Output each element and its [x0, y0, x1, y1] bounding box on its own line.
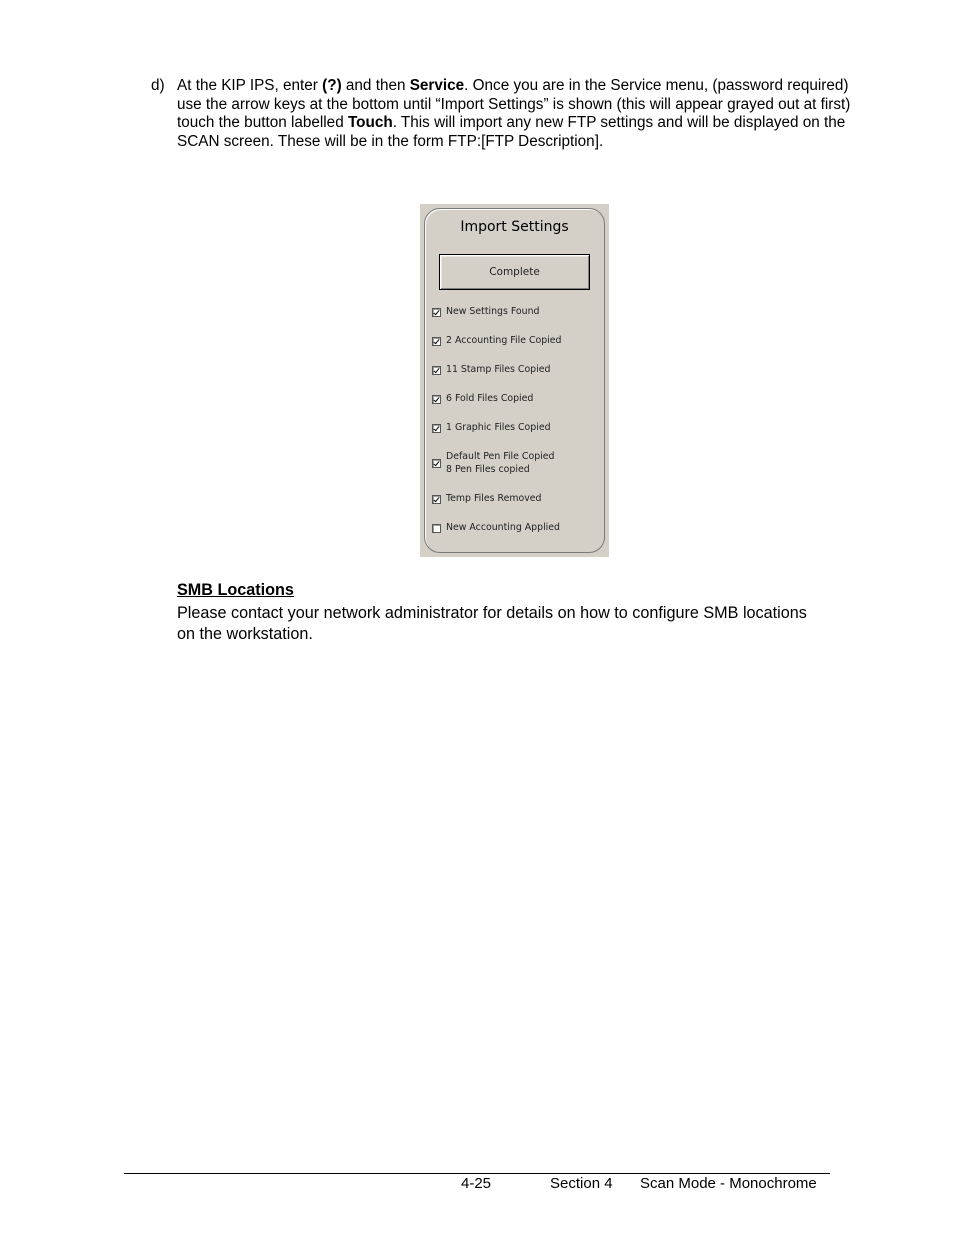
- checklist-label-line: 8 Pen Files copied: [446, 463, 530, 475]
- smb-heading: SMB Locations: [177, 581, 294, 599]
- complete-button[interactable]: Complete: [439, 254, 590, 290]
- checklist-label-line: Default Pen File Copied: [446, 451, 555, 462]
- checkbox-icon[interactable]: [432, 308, 441, 317]
- checklist-label: 6 Fold Files Copied: [446, 393, 534, 404]
- checklist-item-accounting-file: [432, 335, 562, 348]
- step-text: . This will import any new FTP settings and will be displayed on the SCAN screen. These will be in the form FTP:[FTP Description].: [177, 114, 846, 150]
- checklist-item-fold-files: [432, 393, 533, 406]
- checklist-label: 2 Accounting File Copied: [446, 335, 562, 346]
- checklist-label: Temp Files Removed: [446, 493, 542, 504]
- step-bold-service: Service: [409, 77, 465, 94]
- step-text: At the KIP IPS, enter: [177, 77, 323, 94]
- step-bold-help: (?): [322, 77, 342, 94]
- checklist-item-accounting-applied: [432, 522, 560, 535]
- checkbox-icon[interactable]: [432, 495, 441, 504]
- checklist-item-temp-files: [432, 493, 542, 506]
- step-marker: d): [151, 77, 165, 94]
- smb-paragraph: Please contact your network administrator for details on how to configure SMB locations on the workstation.: [177, 604, 807, 643]
- step-paragraph: [177, 77, 851, 151]
- step-text: and then: [341, 77, 410, 94]
- checkbox-icon[interactable]: [432, 524, 441, 533]
- footer-section: Section 4: [550, 1175, 613, 1192]
- checklist-label: New Settings Found: [446, 306, 540, 317]
- checkbox-icon[interactable]: [432, 424, 441, 433]
- checkbox-icon[interactable]: [432, 366, 441, 375]
- checkbox-icon[interactable]: [432, 395, 441, 404]
- footer-title: Scan Mode - Monochrome: [640, 1175, 817, 1192]
- checklist-item-pen-files: [432, 451, 554, 476]
- checklist-item-stamp-files: [432, 364, 550, 377]
- checklist-label: 11 Stamp Files Copied: [446, 364, 551, 375]
- checklist-label: 1 Graphic Files Copied: [446, 422, 551, 433]
- panel-title: Import Settings: [460, 219, 569, 235]
- footer-rule: [124, 1173, 830, 1174]
- checkbox-icon[interactable]: [432, 459, 441, 468]
- step-text: . Once you are in the Service menu, (password required) use the arrow keys at the bottom until “Import Settings” is shown (this will appear grayed out at first) touch the button labelled: [177, 77, 851, 131]
- step-bold-touch: Touch: [347, 114, 393, 131]
- checklist-label: New Accounting Applied: [446, 522, 561, 533]
- checkbox-icon[interactable]: [432, 337, 441, 346]
- footer-page-number: 4-25: [461, 1175, 492, 1192]
- import-settings-panel: [424, 208, 605, 553]
- checklist-item-graphic-files: [432, 422, 551, 435]
- import-settings-screenshot: [420, 204, 609, 557]
- checklist-label: [446, 451, 554, 476]
- checklist-item-new-settings: [432, 306, 540, 319]
- instruction-step-d: [151, 77, 851, 151]
